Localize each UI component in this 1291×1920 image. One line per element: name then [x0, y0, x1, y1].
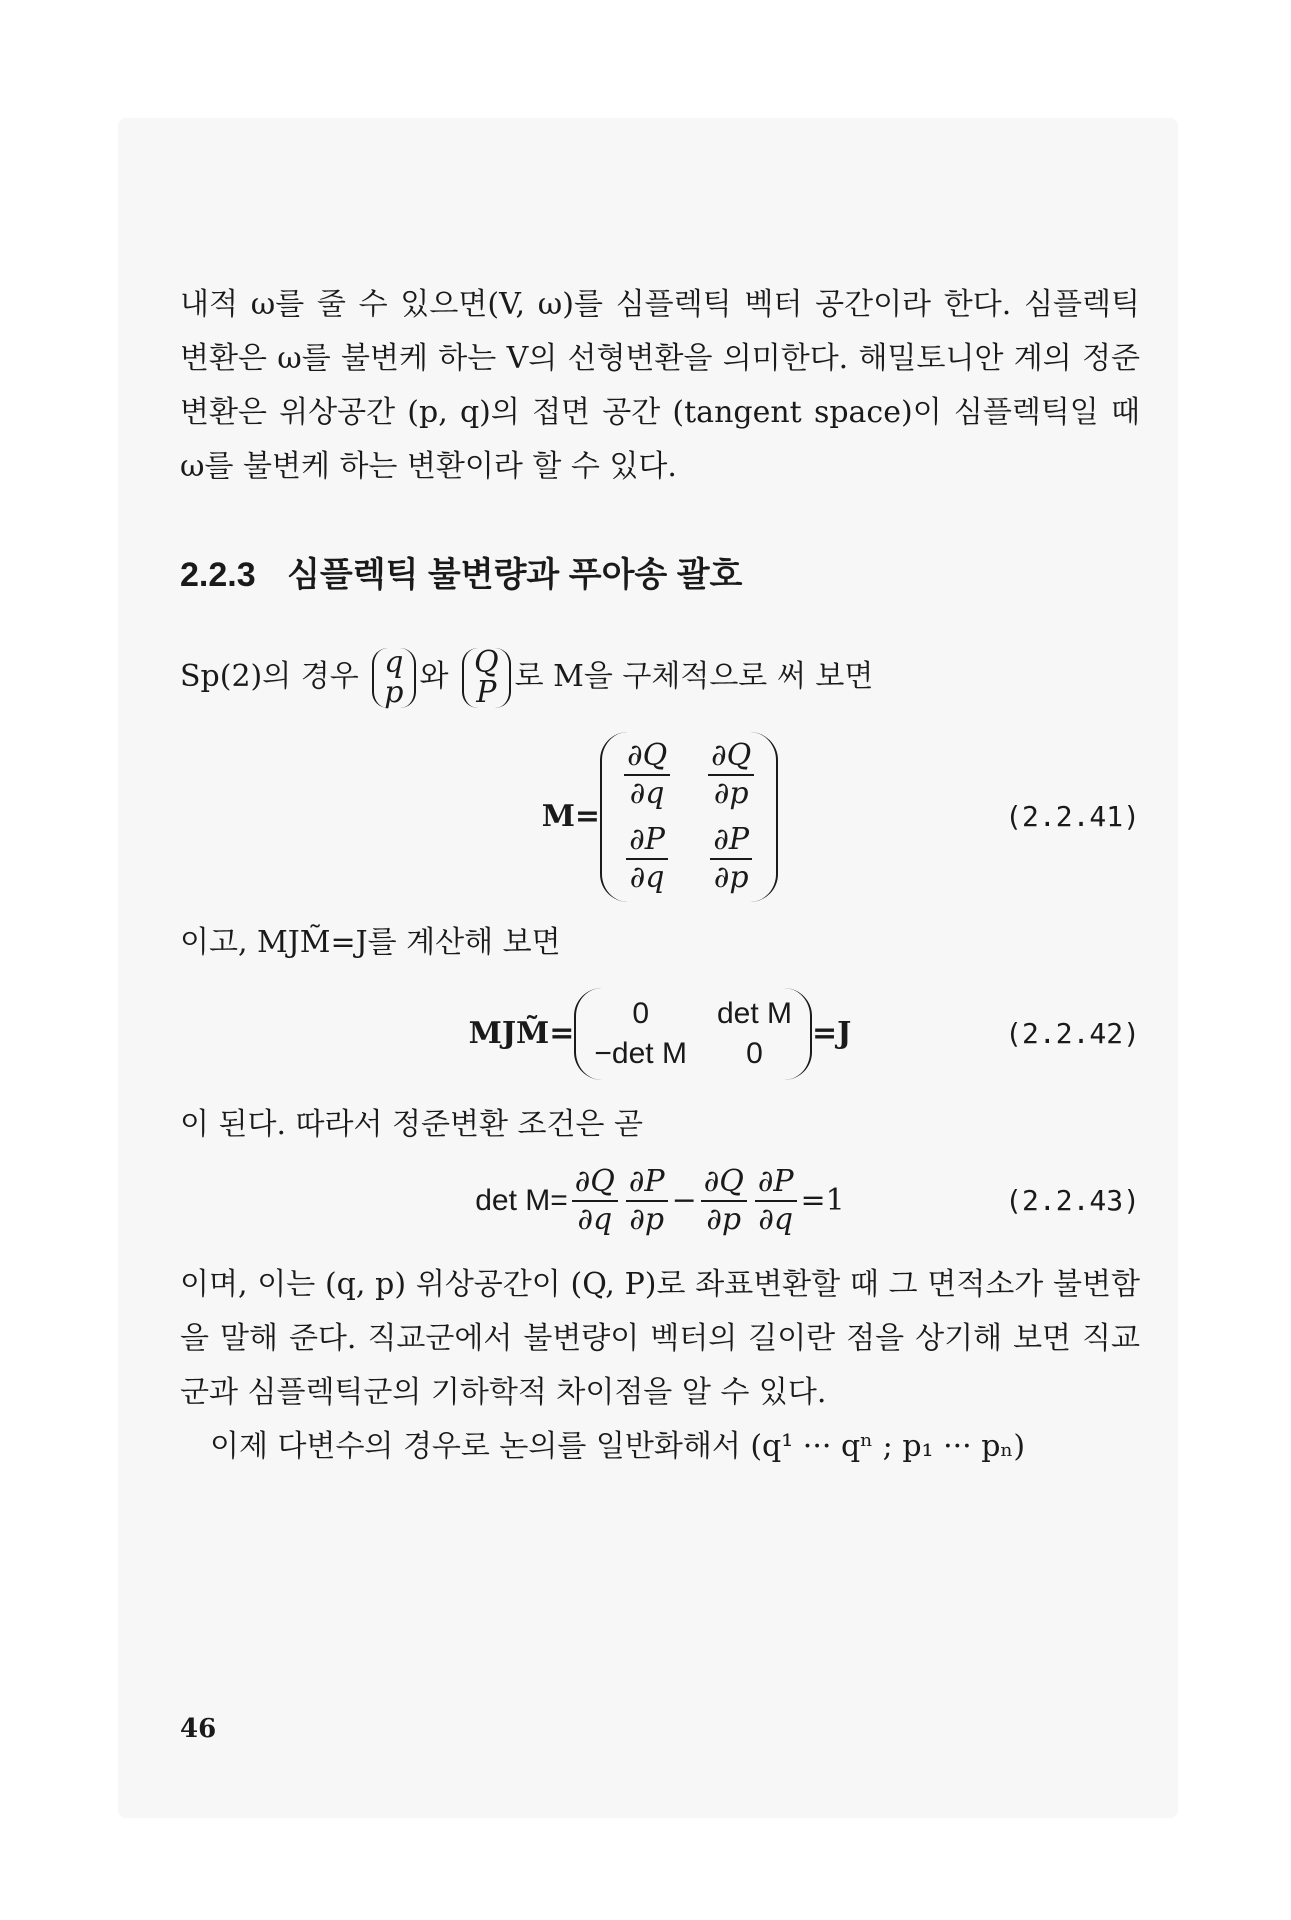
eq41-m12-den: ∂p [713, 776, 749, 811]
eq41-m11-den: ∂q [629, 776, 665, 811]
eq43-f4-den: ∂q [758, 1202, 794, 1237]
eq43-f4-num: ∂P [755, 1164, 797, 1202]
section-heading [180, 548, 1140, 602]
eq41-m21-den: ∂q [629, 860, 665, 895]
eq41-m12 [708, 738, 754, 812]
eq42-a12: det M [716, 997, 792, 1030]
eq43-f2 [626, 1164, 668, 1238]
eq42-a21: −det M [594, 1037, 687, 1070]
paragraph-sp2 [180, 645, 1140, 710]
eq41-matrix [600, 732, 778, 902]
eq43-rhs: =1 [800, 1183, 845, 1218]
section-title: 심플렉틱 불변량과 푸아송 괄호 [287, 556, 743, 594]
eq42-rhs: =J [812, 1016, 852, 1051]
eq43-f3 [701, 1164, 747, 1238]
eq43-f2-den: ∂p [629, 1202, 665, 1237]
sp2-prefix: Sp(2)의 경우 [180, 659, 359, 694]
eq41-m11-num: ∂Q [624, 738, 670, 776]
eq43-minus: − [671, 1183, 697, 1218]
equation-2-2-42 [180, 988, 1140, 1080]
eq43-f4 [755, 1164, 797, 1238]
paragraph-after-43: 이며, 이는 (q, p) 위상공간이 (Q, P)로 좌표변환할 때 그 면적소가 불변함을 말해 준다. 직교군에서 불변량이 벡터의 길이란 점을 상기해 보면 직교군과 심플렉틱군의 기하학적 차이점을 알 수 있다. [180, 1267, 1140, 1410]
page-content [180, 278, 1140, 1474]
vector-QP-bottom: P [476, 675, 497, 710]
page-number: 46 [180, 1714, 217, 1744]
eq42-a11: 0 [632, 997, 650, 1030]
vector-QP [462, 645, 511, 710]
eq43-f1 [572, 1164, 618, 1238]
eq41-m12-num: ∂Q [708, 738, 754, 776]
equation-2-2-41 [180, 732, 1140, 902]
eq42-lhs: MJM̃= [468, 1016, 575, 1051]
vector-qp [372, 645, 415, 710]
sp2-and: 와 [419, 659, 449, 694]
eq42-matrix [574, 988, 812, 1080]
paragraph-symplectic-definition: 내적 ω를 줄 수 있으면(V, ω)를 심플렉틱 벡터 공간이라 한다. 심플렉틱 변환은 ω를 불변케 하는 V의 선형변환을 의미한다. 해밀토니안 계의 정준변환은 위상공간 (p, q)의 접면 공간 (tangent space)이 심플렉틱일 때 ω를 불변케 하는 변환이라 할 수 있다. [180, 287, 1140, 484]
eq43-f1-den: ∂q [577, 1202, 613, 1237]
eq43-f2-num: ∂P [626, 1164, 668, 1202]
eq41-m11 [624, 738, 670, 812]
eq42-label: (2.2.42) [1005, 1017, 1140, 1050]
equation-2-2-43 [180, 1164, 1140, 1238]
paragraph-after-42: 이 된다. 따라서 정준변환 조건은 곧 [180, 1107, 643, 1142]
section-number: 2.2.3 [180, 556, 256, 594]
paragraph-after-41: 이고, MJM̃=J를 계산해 보면 [180, 925, 561, 960]
vector-QP-top: Q [474, 645, 499, 680]
eq41-m22-num: ∂P [710, 822, 752, 860]
sp2-suffix: 로 M을 구체적으로 써 보면 [514, 659, 874, 694]
vector-qp-top: q [384, 645, 404, 680]
eq43-f3-den: ∂p [706, 1202, 742, 1237]
paragraph-generalization: 이제 다변수의 경우로 논의를 일반화해서 (q¹ ··· qⁿ ; p₁ ··· pₙ) [210, 1429, 1026, 1464]
eq41-m21 [624, 822, 670, 896]
eq43-lhs: det M= [475, 1184, 568, 1217]
eq41-m22 [708, 822, 754, 896]
eq43-label: (2.2.43) [1005, 1184, 1140, 1217]
eq43-f1-num: ∂Q [572, 1164, 618, 1202]
eq41-label: (2.2.41) [1005, 800, 1140, 833]
eq43-f3-num: ∂Q [701, 1164, 747, 1202]
eq41-lhs: M= [541, 799, 601, 834]
eq42-a22: 0 [746, 1037, 763, 1070]
eq41-m21-num: ∂P [626, 822, 668, 860]
vector-qp-bottom: p [384, 675, 404, 710]
eq41-m22-den: ∂p [713, 860, 749, 895]
